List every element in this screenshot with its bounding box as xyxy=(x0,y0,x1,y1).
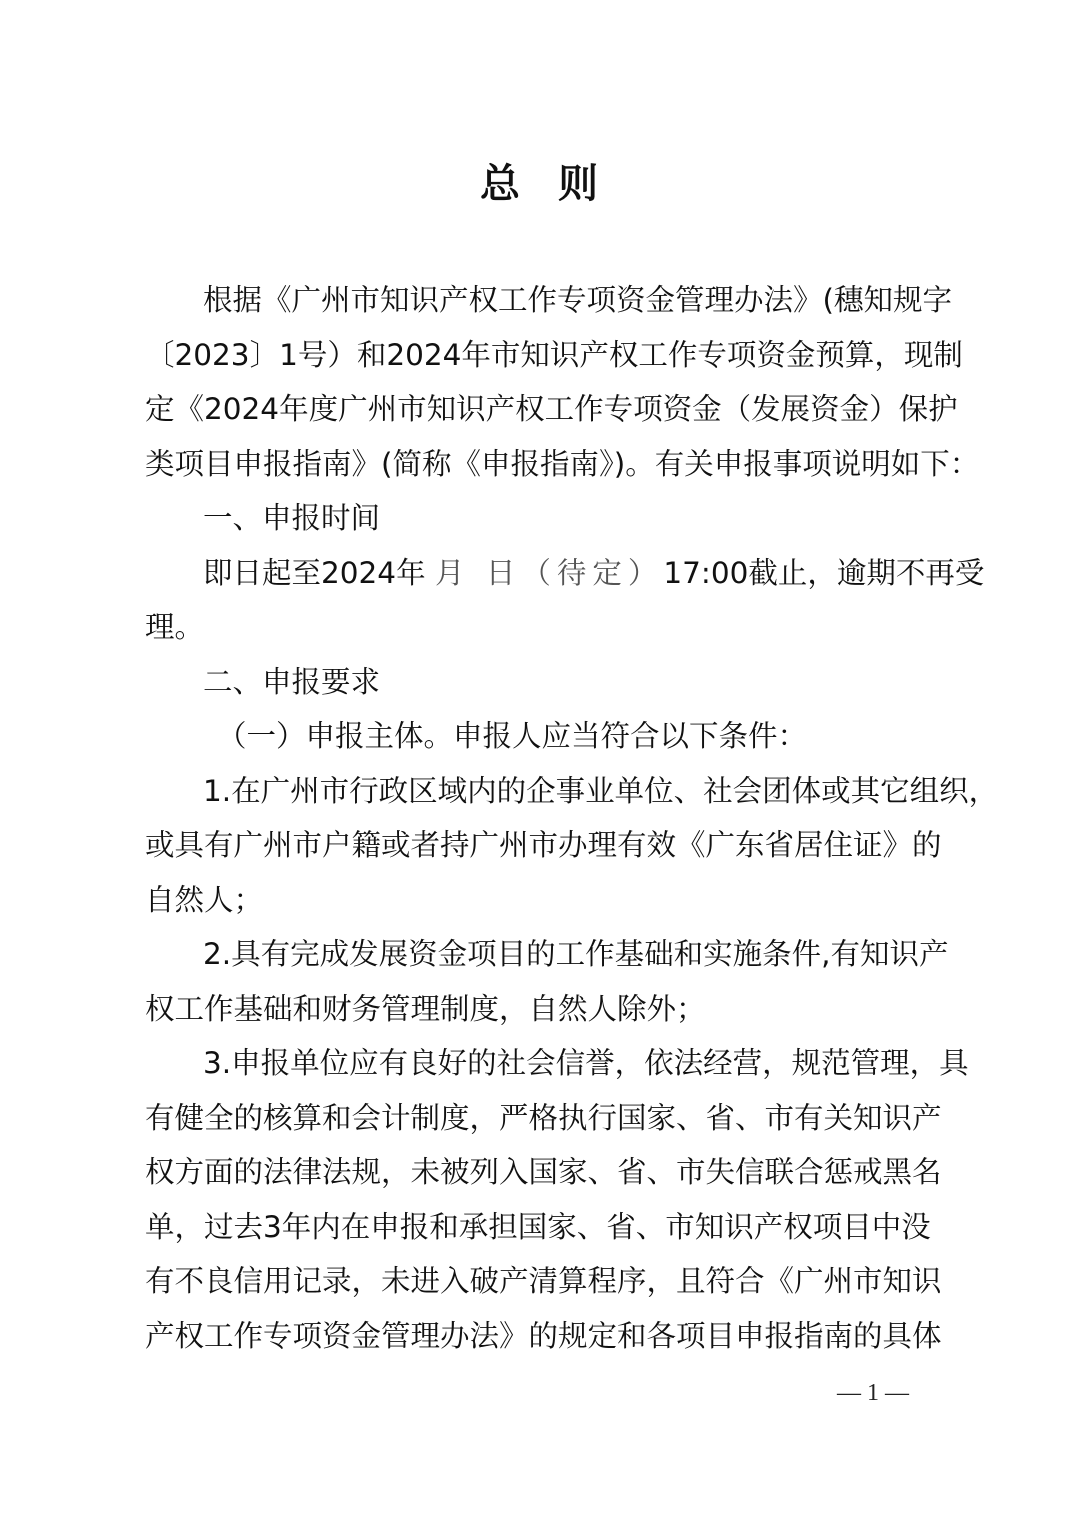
paragraph-line: 类项目申报指南》(简称《申报指南》)。有关申报事项说明如下： xyxy=(145,446,980,481)
deadline-blank: 月 日（待定） xyxy=(434,555,664,590)
paragraph-line: 有不良信用记录，未进入破产清算程序，且符合《广州市知识 xyxy=(145,1264,942,1298)
deadline-line xyxy=(145,546,985,601)
paragraph-line: 定《2024年度广州市知识产权工作专项资金（发展资金）保护 xyxy=(145,392,958,426)
paragraph-line: 1.在广州市行政区域内的企事业单位、社会团体或其它组织， xyxy=(203,773,999,808)
paragraph-line: 理。 xyxy=(145,610,205,644)
paragraph-line: 权方面的法律法规，未被列入国家、省、市失信联合惩戒黑名 xyxy=(145,1155,942,1189)
paragraph-line: 或具有广州市户籍或者持广州市办理有效《广东省居住证》的 xyxy=(145,828,942,862)
paragraph-line: 2.具有完成发展资金项目的工作基础和实施条件,有知识产 xyxy=(203,937,949,971)
section-heading-time: 一、申报时间 xyxy=(203,501,381,535)
paragraph-line: 权工作基础和财务管理制度，自然人除外； xyxy=(145,991,706,1026)
deadline-prefix: 即日起至2024年 xyxy=(203,555,426,590)
page-title xyxy=(0,152,1080,209)
page-number: — 1 — xyxy=(837,1380,909,1406)
title-char-2: 则 xyxy=(558,160,600,207)
subsection-heading: （一）申报主体。申报人应当符合以下条件： xyxy=(217,719,808,753)
deadline-suffix: 17:00截止，逾期不再受 xyxy=(663,555,985,590)
paragraph-line: 根据《广州市知识产权工作专项资金管理办法》(穗知规字 xyxy=(203,283,953,317)
paragraph-line: 3.申报单位应有良好的社会信誉，依法经营，规范管理，具 xyxy=(203,1046,969,1080)
paragraph-line: 〔2023〕1号）和2024年市知识产权工作专项资金预算，现制 xyxy=(145,337,963,372)
paragraph-line: 自然人； xyxy=(145,882,264,917)
paragraph-line: 单，过去3年内在申报和承担国家、省、市知识产权项目中没 xyxy=(145,1209,931,1244)
paragraph-line: 有健全的核算和会计制度，严格执行国家、省、市有关知识产 xyxy=(145,1100,942,1135)
document-body xyxy=(145,273,999,1363)
title-char-1: 总 xyxy=(480,160,522,207)
paragraph-line: 产权工作专项资金管理办法》的规定和各项目申报指南的具体 xyxy=(145,1318,942,1353)
section-heading-requirements: 二、申报要求 xyxy=(203,664,381,699)
